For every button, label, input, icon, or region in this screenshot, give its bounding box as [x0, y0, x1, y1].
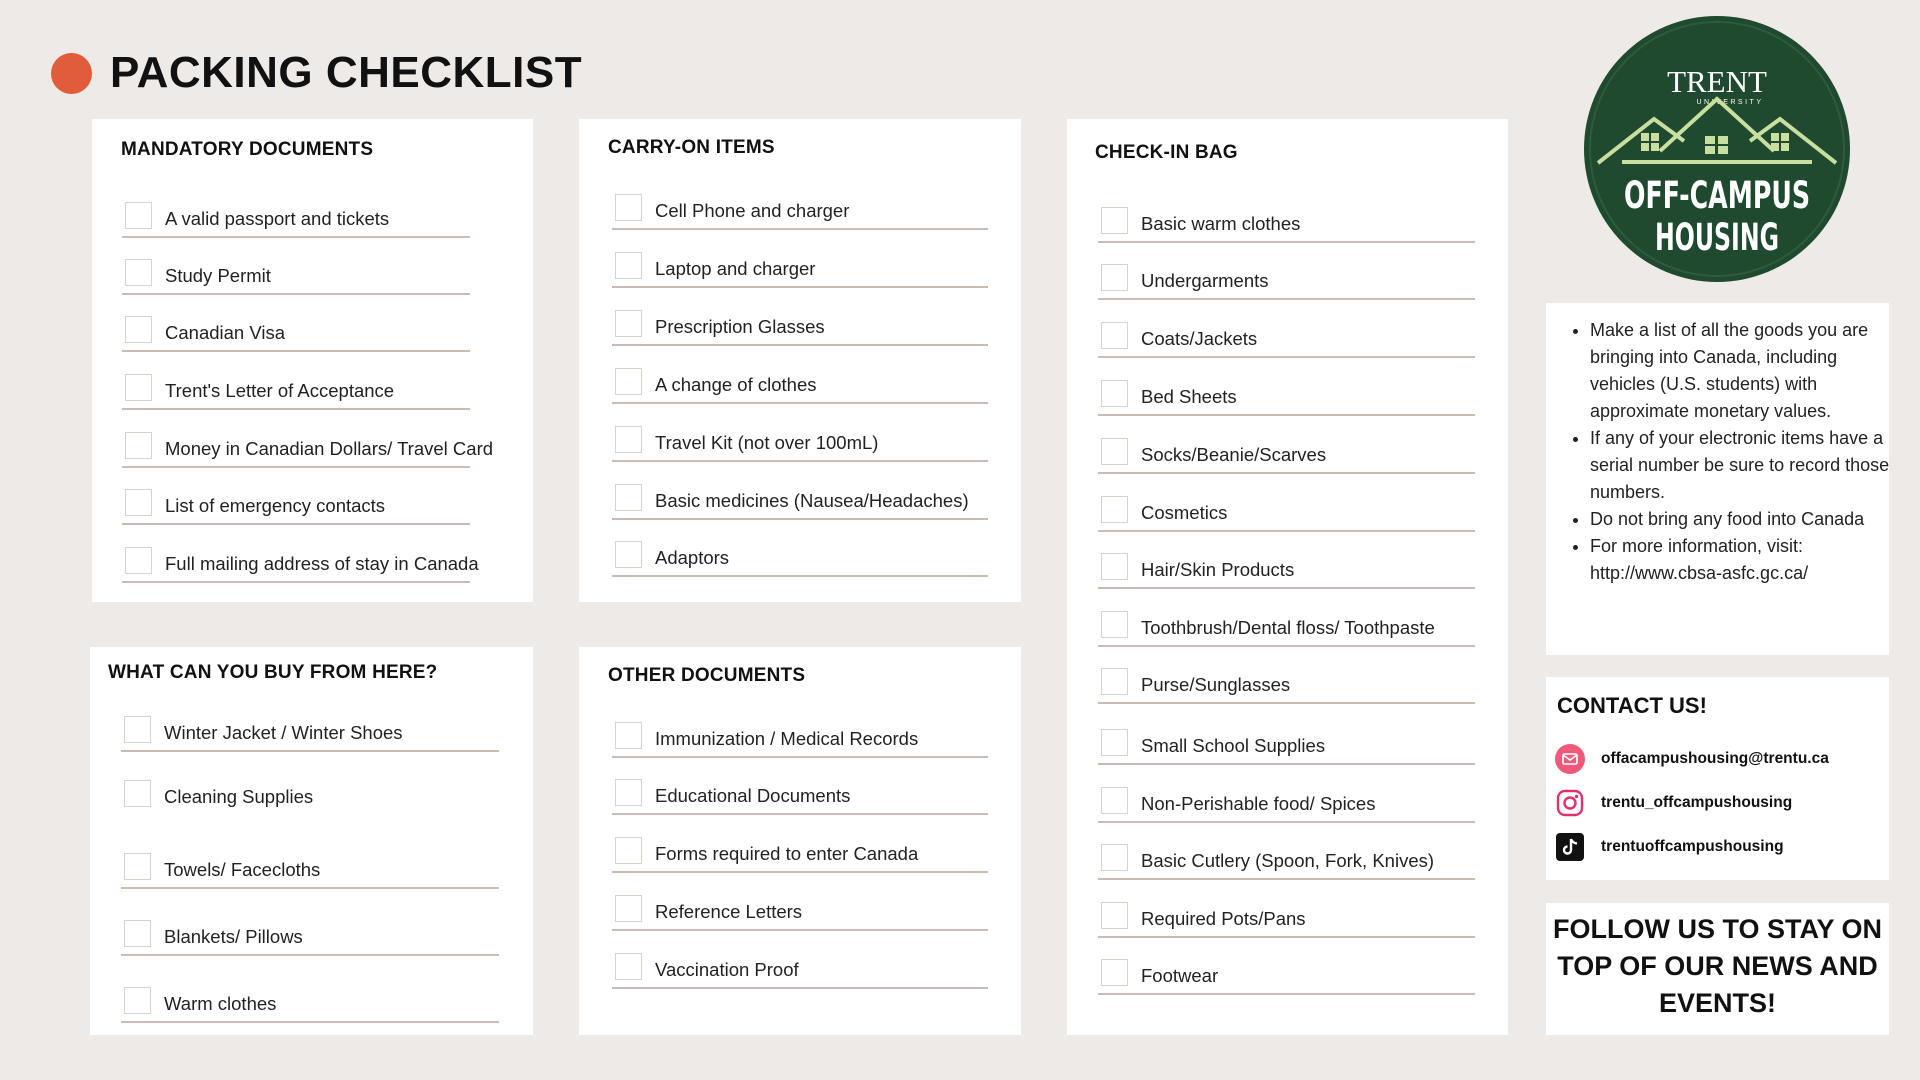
logo-brand-text: TRENT — [1667, 64, 1767, 99]
info-list — [1568, 317, 1900, 587]
item-label: Basic warm clothes — [1141, 213, 1301, 234]
checklist-item — [121, 834, 499, 889]
checklist-item — [1098, 246, 1475, 300]
checklist-item — [122, 414, 494, 468]
checklist-item — [612, 761, 988, 815]
checkbox[interactable] — [1101, 207, 1128, 234]
checkbox[interactable] — [1101, 902, 1128, 929]
checklist-item — [612, 234, 988, 288]
item-label: Small School Supplies — [1141, 735, 1326, 756]
checkbox[interactable] — [125, 432, 152, 459]
checkbox[interactable] — [1101, 787, 1128, 814]
mandatory-documents-card — [92, 119, 533, 602]
contact-title: CONTACT US! — [1557, 693, 1707, 718]
item-label: Blankets/ Pillows — [164, 926, 303, 947]
checkbox[interactable] — [1101, 380, 1128, 407]
contact-tiktok[interactable] — [1555, 832, 1784, 862]
buy-here-card — [90, 647, 533, 1035]
checkbox[interactable] — [615, 252, 642, 279]
item-label: Bed Sheets — [1141, 386, 1237, 407]
card-title: WHAT CAN YOU BUY FROM HERE? — [108, 662, 438, 683]
item-label: Forms required to enter Canada — [655, 843, 919, 864]
checklist-item — [612, 704, 988, 758]
item-label: Cell Phone and charger — [655, 200, 850, 221]
checklist-item — [1098, 478, 1475, 532]
item-label: List of emergency contacts — [165, 495, 386, 516]
checklist-item — [612, 935, 988, 989]
item-label: Reference Letters — [655, 901, 803, 922]
item-label: Towels/ Facecloths — [164, 859, 321, 880]
item-label: Adaptors — [655, 547, 730, 568]
checkbox[interactable] — [615, 779, 642, 806]
checklist-item — [1098, 420, 1475, 474]
logo-line1-text: OFF-CAMPUS — [1624, 174, 1810, 217]
checklist-item — [122, 241, 470, 295]
check-in-bag-card — [1067, 119, 1508, 1035]
checkbox[interactable] — [124, 920, 151, 947]
checklist-item — [612, 523, 988, 577]
checkbox[interactable] — [1101, 959, 1128, 986]
checkbox[interactable] — [124, 716, 151, 743]
item-label: A valid passport and tickets — [165, 208, 390, 229]
logo-line2-text: HOUSING — [1655, 216, 1779, 259]
checkbox[interactable] — [615, 837, 642, 864]
info-bullet: • Do not bring any food into Canada — [1590, 506, 1900, 533]
checkbox[interactable] — [615, 484, 642, 511]
other-documents-card — [579, 647, 1021, 1035]
checkbox[interactable] — [124, 780, 151, 807]
item-label: Prescription Glasses — [655, 316, 825, 337]
checklist-item — [612, 176, 988, 230]
email-text: offacampushousing@trentu.ca — [1601, 750, 1829, 767]
tiktok-text: trentuoffcampushousing — [1601, 838, 1784, 855]
checklist-item — [612, 466, 988, 520]
checklist-item — [1098, 884, 1475, 938]
tiktok-icon — [1555, 832, 1585, 862]
item-label: Basic medicines (Nausea/Headaches) — [655, 490, 969, 511]
info-bullet: • If any of your electronic items have a serial number be sure to record those numbers. — [1590, 425, 1900, 506]
checkbox[interactable] — [1101, 844, 1128, 871]
checkbox[interactable] — [125, 374, 152, 401]
checklist-item — [612, 408, 988, 462]
page-title: PACKING CHECKLIST — [110, 48, 583, 97]
checklist-item — [121, 697, 499, 752]
logo-badge — [1584, 16, 1850, 282]
checkbox[interactable] — [615, 194, 642, 221]
checklist-item — [121, 968, 499, 1023]
contact-email[interactable] — [1555, 744, 1829, 774]
checklist-item — [121, 901, 499, 956]
item-label: Socks/Beanie/Scarves — [1141, 444, 1327, 465]
email-icon — [1555, 744, 1585, 774]
contact-card — [1546, 677, 1889, 880]
item-label: Trent's Letter of Acceptance — [165, 380, 395, 401]
item-label: Footwear — [1141, 965, 1219, 986]
item-label: Money in Canadian Dollars/ Travel Card — [165, 438, 494, 459]
item-label: Purse/Sunglasses — [1141, 674, 1291, 695]
item-label: Educational Documents — [655, 785, 851, 806]
checklist-item — [612, 819, 988, 873]
carry-on-items-card — [579, 119, 1021, 602]
checklist-item — [1098, 189, 1475, 243]
checkbox[interactable] — [125, 202, 152, 229]
item-label: A change of clothes — [655, 374, 817, 395]
checklist-item — [122, 529, 479, 583]
card-title: OTHER DOCUMENTS — [608, 665, 806, 686]
item-label: Winter Jacket / Winter Shoes — [164, 722, 403, 743]
item-label: Coats/Jackets — [1141, 328, 1258, 349]
checklist-item — [612, 292, 988, 346]
checkbox[interactable] — [124, 987, 151, 1014]
checklist-item — [1098, 826, 1475, 880]
checkbox[interactable] — [615, 310, 642, 337]
follow-card — [1546, 903, 1889, 1035]
contact-instagram[interactable] — [1555, 788, 1792, 818]
card-title: CHECK-IN BAG — [1095, 142, 1238, 163]
instagram-text: trentu_offcampushousing — [1601, 794, 1793, 811]
item-label: Cosmetics — [1141, 502, 1228, 523]
checklist-item — [122, 298, 470, 352]
checklist-item — [1098, 941, 1475, 995]
checkbox[interactable] — [125, 547, 152, 574]
checkbox[interactable] — [615, 722, 642, 749]
checklist-item — [122, 184, 470, 238]
checkbox[interactable] — [125, 259, 152, 286]
checklist-item — [1098, 535, 1475, 589]
info-bullet: • For more information, visit: http://www.cbsa-asfc.gc.ca/ — [1590, 533, 1900, 587]
item-label: Vaccination Proof — [655, 959, 799, 980]
orange-dot-icon — [51, 53, 92, 94]
checkbox[interactable] — [124, 853, 151, 880]
item-label: Basic Cutlery (Spoon, Fork, Knives) — [1141, 850, 1435, 871]
checkbox[interactable] — [615, 895, 642, 922]
item-label: Full mailing address of stay in Canada — [165, 553, 479, 574]
item-label: Study Permit — [165, 265, 271, 286]
checklist-item — [122, 471, 470, 525]
item-label: Hair/Skin Products — [1141, 559, 1295, 580]
item-label: Immunization / Medical Records — [655, 728, 919, 749]
checklist-item — [122, 356, 470, 410]
checklist-item — [1098, 304, 1475, 358]
item-label: Canadian Visa — [165, 322, 285, 343]
item-label: Warm clothes — [164, 993, 277, 1014]
item-label: Cleaning Supplies — [164, 786, 314, 807]
item-label: Undergarments — [1141, 270, 1269, 291]
item-label: Required Pots/Pans — [1141, 908, 1306, 929]
checkbox[interactable] — [615, 368, 642, 395]
follow-text: FOLLOW US TO STAY ON TOP OF OUR NEWS AND EVENTS! — [1552, 914, 1883, 1018]
card-title: MANDATORY DOCUMENTS — [121, 139, 374, 160]
checklist-item — [1098, 711, 1475, 765]
checklist-item — [612, 877, 988, 931]
checklist-item — [1098, 769, 1475, 823]
item-label: Non-Perishable food/ Spices — [1141, 793, 1376, 814]
item-label: Laptop and charger — [655, 258, 816, 279]
checkbox[interactable] — [615, 953, 642, 980]
page-header — [51, 48, 582, 98]
checkbox[interactable] — [1101, 322, 1128, 349]
card-title: CARRY-ON ITEMS — [608, 137, 775, 158]
checkbox[interactable] — [615, 426, 642, 453]
checkbox[interactable] — [125, 316, 152, 343]
checkbox[interactable] — [1101, 438, 1128, 465]
checkbox[interactable] — [1101, 729, 1128, 756]
checklist-item — [612, 350, 988, 404]
checkbox[interactable] — [1101, 611, 1128, 638]
checkbox[interactable] — [1101, 553, 1128, 580]
logo-university-text: UNIVERSITY — [1696, 99, 1764, 106]
item-label: Toothbrush/Dental floss/ Toothpaste — [1141, 617, 1435, 638]
checkbox[interactable] — [1101, 264, 1128, 291]
checklist-item — [1098, 650, 1475, 704]
info-card — [1546, 303, 1889, 655]
checklist-item — [1098, 593, 1475, 647]
item-label: Travel Kit (not over 100mL) — [655, 432, 879, 453]
instagram-icon — [1555, 788, 1585, 818]
checklist-item — [1098, 362, 1475, 416]
checkbox[interactable] — [1101, 668, 1128, 695]
off-campus-housing-logo — [1584, 16, 1850, 282]
info-bullet: • Make a list of all the goods you are bringing into Canada, including vehicles (U.S. students) with approximate monetary values. — [1590, 317, 1900, 425]
checkbox[interactable] — [1101, 496, 1128, 523]
checkbox[interactable] — [615, 541, 642, 568]
checkbox[interactable] — [125, 489, 152, 516]
